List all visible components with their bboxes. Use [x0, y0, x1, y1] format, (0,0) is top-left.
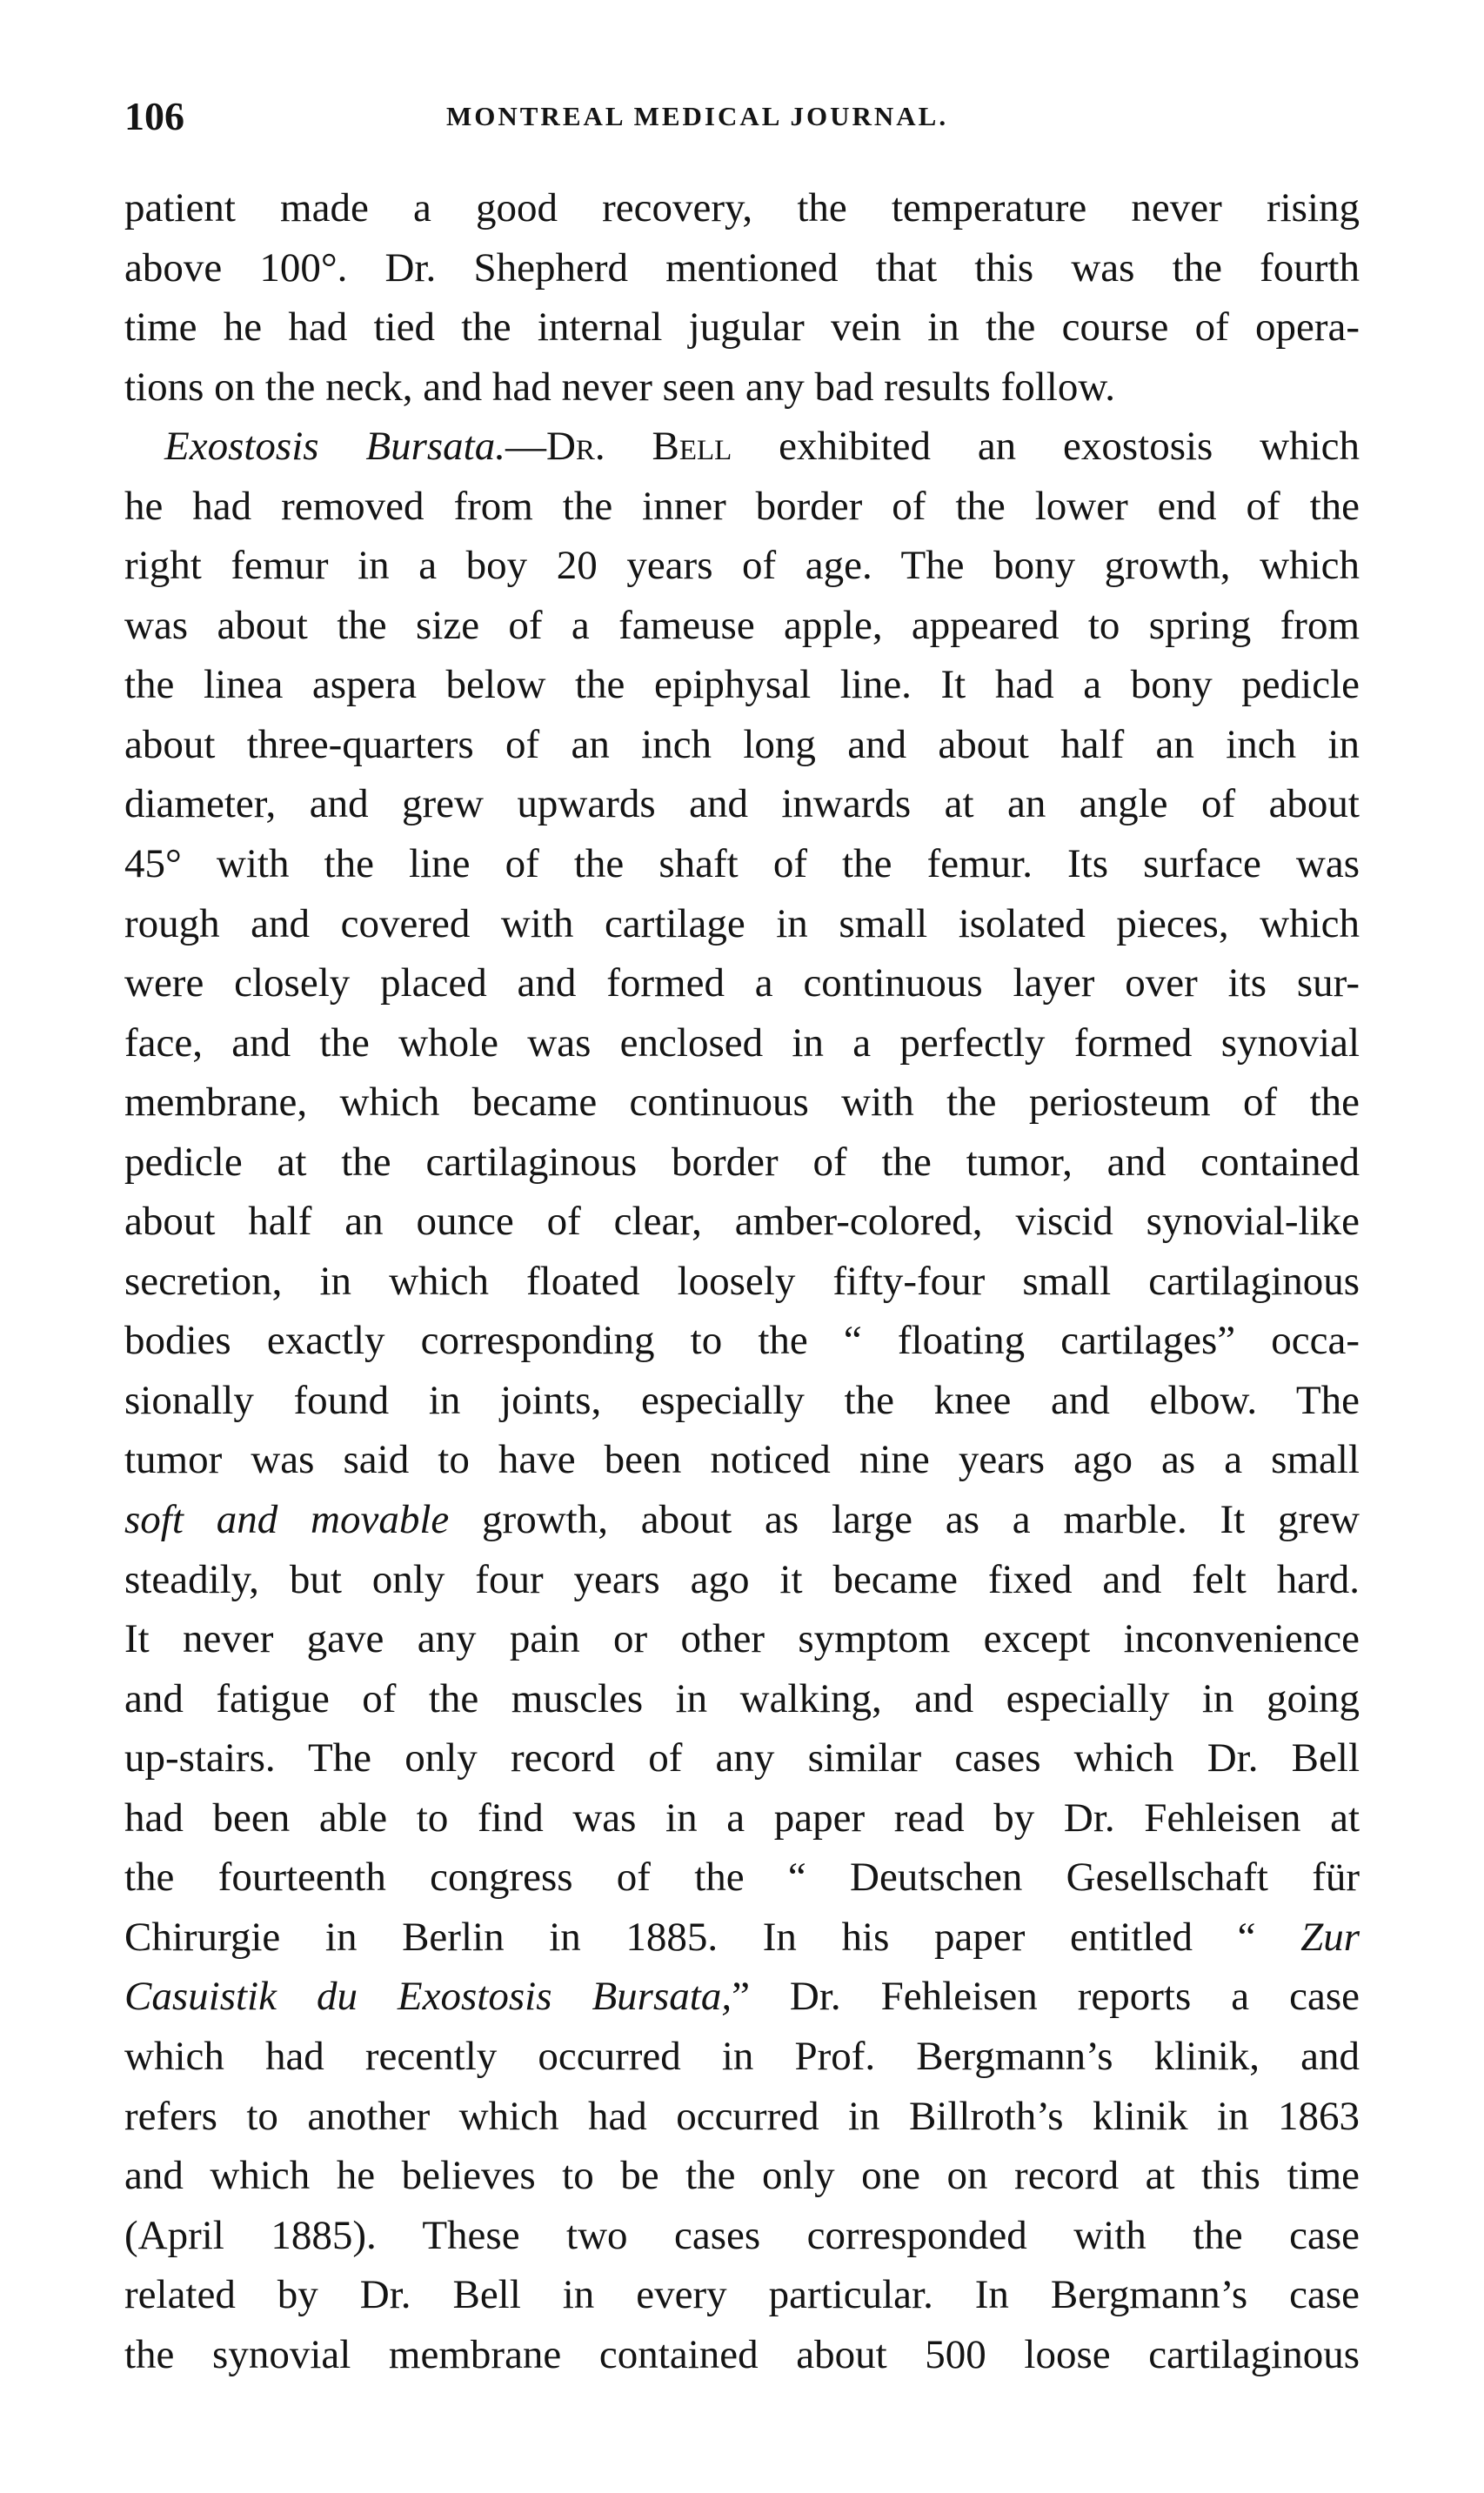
section-heading-line: [124, 417, 1360, 477]
text-line: were closely placed and formed a continuous layer over its sur-: [124, 960, 1360, 1006]
text-line: right femur in a boy 20 years of age. The bony growth, which: [124, 543, 1360, 589]
text-line: time he had tied the internal jugular vein in the course of opera-: [124, 304, 1360, 351]
text-line: up-stairs. The only record of any similar cases which Dr. Bell: [124, 1735, 1360, 1781]
em-dash: —: [505, 424, 546, 470]
text-run: Chirurgie in Berlin in 1885. In his paper entitled “: [124, 1914, 1301, 1960]
italic-phrase: soft and movable: [124, 1497, 450, 1543]
text-line: steadily, but only four years ago it became fixed and felt hard.: [124, 1556, 1360, 1602]
text-line: refers to another which had occurred in Billroth’s klinik in 1863: [124, 2093, 1360, 2139]
text-line: face, and the whole was enclosed in a perfectly formed synovial: [124, 1019, 1360, 1066]
text-line: membrane, which became continuous with the periosteum of the: [124, 1079, 1360, 1126]
text-line: the synovial membrane contained about 500 loose cartilaginous: [124, 2331, 1360, 2377]
text-line: was about the size of a fameuse apple, appeared to spring from: [124, 602, 1360, 648]
text-line: secretion, in which floated loosely fifty-four small cartilaginous: [124, 1258, 1360, 1304]
text-line: 45° with the line of the shaft of the femur. Its surface was: [124, 841, 1360, 887]
text-line: patient made a good recovery, the temperature never rising: [124, 185, 1360, 231]
text-line: rough and covered with cartilage in small isolated pieces, which: [124, 900, 1360, 946]
text-line: pedicle at the cartilaginous border of the tumor, and contained: [124, 1139, 1360, 1185]
text-run: exhibited an exostosis which: [732, 424, 1360, 470]
text-line: had been able to find was in a paper read by Dr. Fehleisen at: [124, 1795, 1360, 1841]
italic-phrase: Casuistik du Exostosis Bursata,: [124, 1974, 732, 2020]
text-line: the linea aspera below the epiphysal line. It had a bony pedicle: [124, 662, 1360, 708]
text-line: [124, 1908, 1360, 1968]
italic-phrase: Zur: [1300, 1914, 1360, 1960]
text-line: which had recently occurred in Prof. Bergmann’s klinik, and: [124, 2033, 1360, 2079]
text-line: about half an ounce of clear, amber-colored, viscid synovial-like: [124, 1199, 1360, 1245]
text-line: [124, 1967, 1360, 2027]
text-line: (April 1885). These two cases corresponded with the case: [124, 2212, 1360, 2258]
text-line: above 100°. Dr. Shepherd mentioned that this was the fourth: [124, 244, 1360, 291]
text-line: he had removed from the inner border of the lower end of the: [124, 483, 1360, 529]
running-head: MONTREAL MEDICAL JOURNAL.: [446, 101, 949, 131]
text-line: tumor was said to have been noticed nine years ago as a small: [124, 1437, 1360, 1483]
text-line: related by Dr. Bell in every particular. In Bergmann’s case: [124, 2272, 1360, 2318]
text-run: ” Dr. Fehleisen reports a case: [732, 1974, 1360, 2020]
text-line: and which he believes to be the only one on record at this time: [124, 2153, 1360, 2199]
text-run: growth, about as large as a marble. It grew: [449, 1497, 1360, 1543]
text-line: [124, 1490, 1360, 1550]
text-line: tions on the neck, and had never seen any bad results follow.: [124, 364, 1115, 410]
text-line: the fourteenth congress of the “ Deutschen Gesellschaft für: [124, 1855, 1360, 1901]
text-line: about three-quarters of an inch long and about half an inch in: [124, 721, 1360, 767]
text-line: bodies exactly corresponding to the “ floating cartilages” occa-: [124, 1318, 1360, 1364]
text-line: sionally found in joints, especially the knee and elbow. The: [124, 1377, 1360, 1423]
page-number: 106: [124, 94, 184, 138]
text-line: and fatigue of the muscles in walking, and especially in going: [124, 1675, 1360, 1721]
page-header: [124, 90, 1360, 143]
section-title: Exostosis Bursata.: [164, 424, 505, 470]
text-line: It never gave any pain or other symptom except inconvenience: [124, 1616, 1360, 1662]
article-body: [124, 178, 1360, 2384]
text-line: diameter, and grew upwards and inwards at an angle of about: [124, 781, 1360, 827]
author-name: Dr. Bell: [545, 424, 732, 470]
